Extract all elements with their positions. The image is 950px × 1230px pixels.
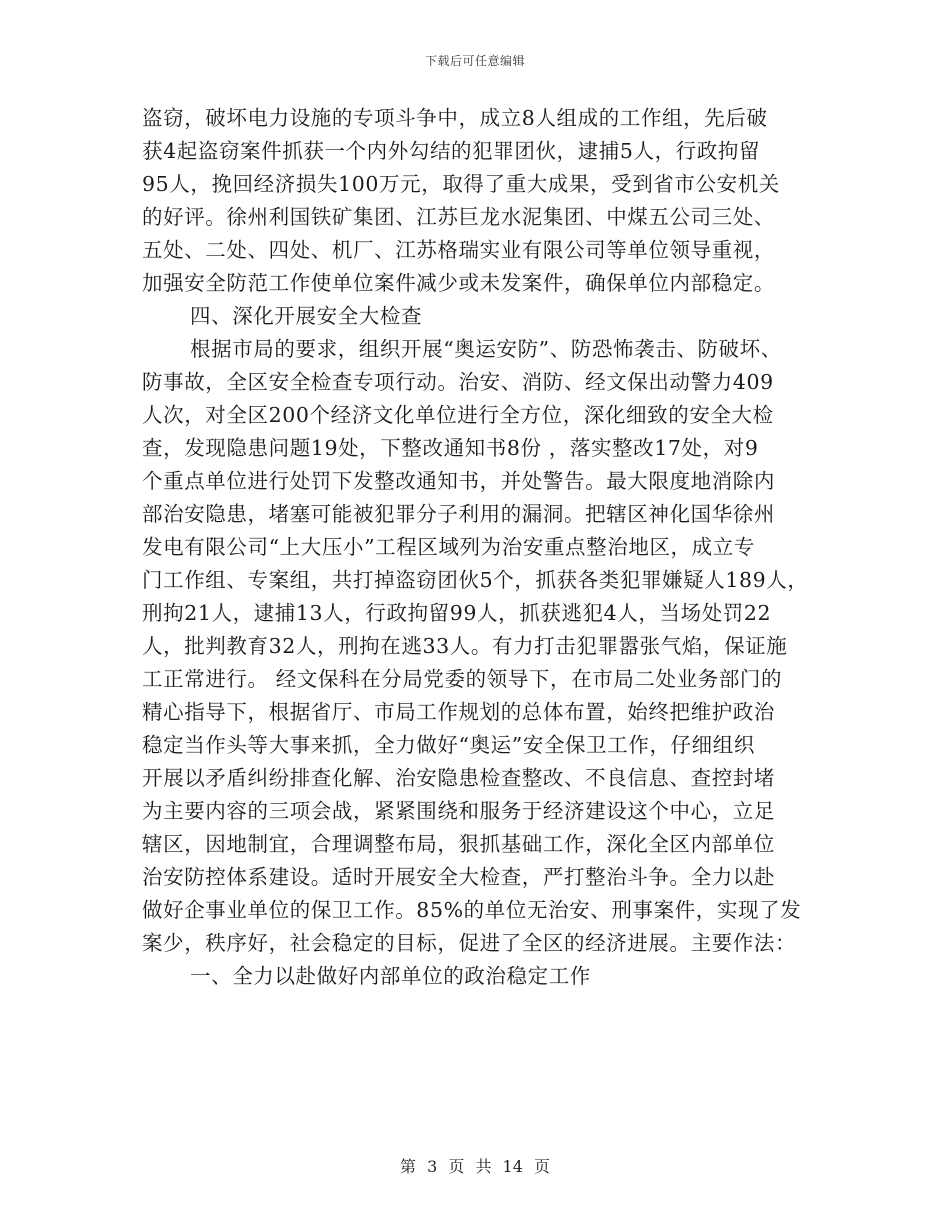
text-line: 门工作组、专案组，共打掉盗窃团伙5个，抓获各类犯罪嫌疑人189人，: [142, 568, 809, 592]
text-line: 查，发现隐患问题19处，下整改通知书8份 ，落实整改17处，对9: [142, 436, 759, 460]
text-line: 治安防控体系建设。适时开展安全大检查，严打整治斗争。全力以赴: [142, 865, 775, 889]
text-line: 稳定当作头等大事来抓，全力做好“奥运”安全保卫工作，仔细组织: [142, 733, 755, 757]
page-header: 下载后可任意编辑: [424, 54, 525, 68]
text-line: 获4起盗窃案件抓获一个内外勾结的犯罪团伙，逮捕5人，行政拘留: [142, 139, 761, 163]
text-line: 95人，挽回经济损失100万元，取得了重大成果，受到省市公安机关: [142, 172, 780, 196]
text-line: 开展以矛盾纠纷排查化解、治安隐患检查整改、不良信息、查控封堵: [142, 766, 775, 790]
text-line: 防事故，全区安全检查专项行动。治安、消防、经文保出动警力409: [142, 370, 774, 394]
document-body: [142, 102, 832, 993]
text-line: 人，批判教育32人，刑拘在逃33人。有力打击犯罪嚣张气焰，保证施: [142, 634, 788, 658]
paragraph-start-line: 四、深化开展安全大检查: [190, 304, 423, 328]
text-line: 工正常进行。 经文保科在分局党委的领导下，在市局二处业务部门的: [142, 667, 783, 691]
text-line: 个重点单位进行处罚下发整改通知书，并处警告。最大限度地消除内: [142, 469, 775, 493]
text-line: 发电有限公司“上大压小”工程区域列为治安重点整治地区，成立专: [142, 535, 755, 559]
text-line: 为主要内容的三项会战，紧紧围绕和服务于经济建设这个中心，立足: [142, 799, 775, 823]
paragraph-start-line: 根据市局的要求，组织开展“奥运安防”、防恐怖袭击、防破坏、: [190, 337, 782, 361]
page-number-footer: 第 3 页 共 14 页: [400, 1157, 550, 1176]
paragraph-start-line: 一、全力以赴做好内部单位的政治稳定工作: [190, 964, 591, 988]
text-line: 精心指导下，根据省厅、市局工作规划的总体布置，始终把维护政治: [142, 700, 775, 724]
text-line: 的好评。徐州利国铁矿集团、江苏巨龙水泥集团、中煤五公司三处、: [142, 205, 775, 229]
text-line: 案少，秩序好，社会稳定的目标，促进了全区的经济进展。主要作法：: [142, 931, 797, 955]
text-line: 刑拘21人，逮捕13人，行政拘留99人，抓获逃犯4人，当场处罚22: [142, 601, 772, 625]
text-line: 做好企事业单位的保卫工作。85%的单位无治安、刑事案件，实现了发: [142, 898, 802, 922]
text-line: 辖区，因地制宜，合理调整布局，狠抓基础工作，深化全区内部单位: [142, 832, 775, 856]
text-line: 五处、二处、四处、机厂、江苏格瑞实业有限公司等单位领导重视，: [142, 238, 775, 262]
text-line: 加强安全防范工作使单位案件减少或未发案件，确保单位内部稳定。: [142, 271, 775, 295]
text-line: 部治安隐患，堵塞可能被犯罪分子利用的漏洞。把辖区神化国华徐州: [142, 502, 775, 526]
text-line: 人次，对全区200个经济文化单位进行全方位，深化细致的安全大检: [142, 403, 774, 427]
text-line: 盗窃，破坏电力设施的专项斗争中，成立8人组成的工作组，先后破: [142, 106, 768, 130]
